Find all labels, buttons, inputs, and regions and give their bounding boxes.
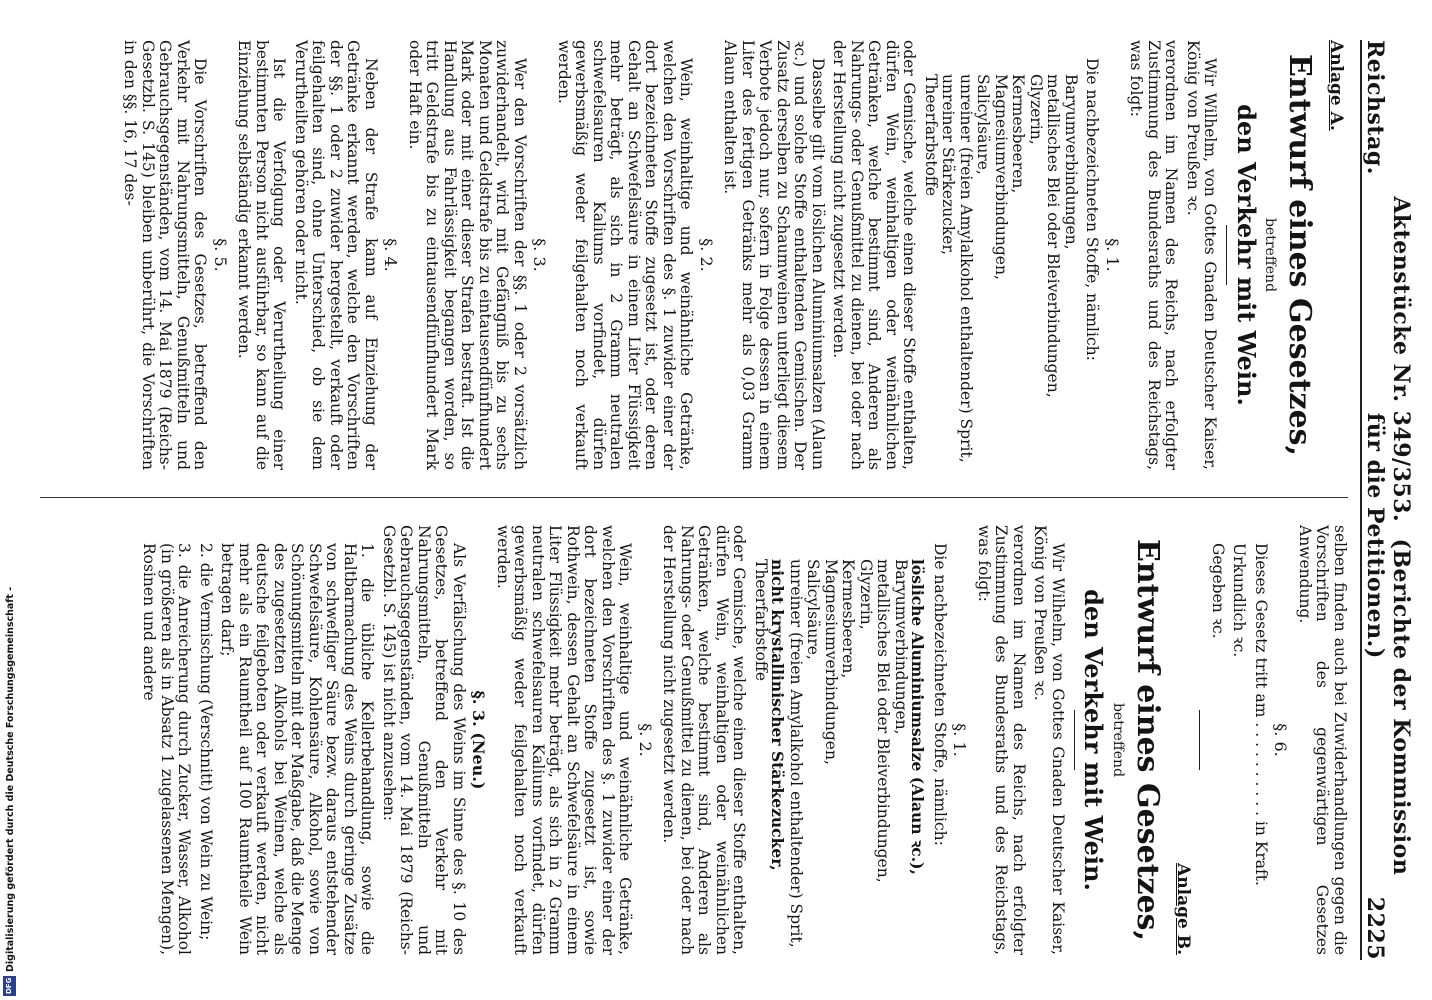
section-5-text: Die Vorschriften des Gesetzes, betreffend den Verkehr mit Nahrungsmitteln, Genußmitteln und Gebrauchsgegenständen, vom 14. Mai 1879 (Reichs-Gesetzbl. S. 145) bleiben unberührt, die Vorschriften in den §§. 16, 17 des- [121,40,210,470]
list-item: 2. die Vermischung (Verschnitt) von Wein zu Wein; [197,543,215,941]
section-4-text: Neben der Strafe kann auf Einziehung der Getränke erkannt werden, welche den Vorschriften der §§. 1 oder 2 zuwider hergestellt, verkauft oder feilgehalten sind, ohne Unterschied, ob sie dem Verurtheilten gehören oder nicht. [292,40,380,470]
section-5-label: §. 5. [211,238,230,272]
list-item: Glyzerin, [857,559,875,630]
anlage-b-label: Anlage B. [1173,863,1194,955]
section-1-label: §. 1. [950,723,970,757]
list-item: Salicylsäure, [804,559,823,660]
digitization-credit [0,0,20,1000]
list-item-new: nicht krystallinischer Stärkezucker, [768,559,788,871]
list-item: metallisches Blei oder Bleiverbindungen, [1044,74,1063,398]
divider [1074,710,1075,770]
preamble-1: Wir Wilhelm, von Gottes Gnaden Deutscher Kaiser, König von Preußen ꝛc. [1184,40,1220,470]
list-item: 3. die Anreicherung durch Zucker, Wasser, Alkohol (in größeren als in Absatz 1 zugelassenen Mengen), Rosinen und andere [140,543,194,955]
column-divider [40,497,1348,498]
list-item: Salicylsäure, [974,74,993,175]
section-2-text: Wein, weinhaltige und weinähnliche Getränke, welchen den Vorschriften des §. 1 zuwider einer der dort bezeichneten Stoffe zugesetzt ist, oder deren Gehalt an Schwefelsäure in einem Liter Flüssigkeit mehr beträgt, als sich in 2 Gramm neutralen schwefelsauren Kaliums vorfindet, dürfen gewerbsmäßig weder feilgehalten noch verkauft werden. [555,40,696,470]
running-head [1360,40,1414,960]
list-item: Theerfarbstoffe [752,559,770,682]
section-1-intro: Die nachbezeichneten Stoffe, nämlich: [931,543,949,846]
section-1-text-2: Dasselbe gilt vom löslichen Aluminiumsalzen (Alaun ꝛc.) und solche Stoffe enthaltenden Gemischen. Der Zusatz derselben zu Schaumweinen unterliegt diesem Verbote jedoch nur, sofern in Folge dessen in einem Liter des fertigen Getränks mehr als 0,03 Gramm Alaun enthalten ist. [721,40,827,470]
section-1-intro: Die nachbezeichneten Stoffe, nämlich: [1083,58,1102,361]
preamble-2: verordnen im Namen des Reichs, nach erfolgter Zustimmung des Bundesraths und des Reichstags, was folgt: [1127,40,1181,470]
list-item: metallisches Blei oder Bleiverbindungen, [874,559,893,883]
bill-title: Entwurf eines Gesetzes, [1282,53,1318,457]
divider [1200,710,1201,770]
list-item: Baryumverbindungen, [892,559,910,735]
betreffend-label: betreffend [1262,217,1279,293]
list-item: Kermesbeeren, [839,559,858,679]
preamble-2: verordnen im Namen des Reichs, nach erfolgter Zustimmung des Bundesraths und des Reichstags, was folgt: [975,525,1028,955]
preamble-1: Wir Wilhelm, von Gottes Gnaden Deutscher Kaiser, König von Preußen ꝛc. [1031,525,1067,955]
continuation-text: selben finden auch bei Zuwiderhandlungen gegen die Vorschriften des gegenwärtigen Gesetzes Anwendung. [1296,525,1349,955]
list-item-new: lösliche Aluminiumsalze (Alaun ꝛc.), [908,559,928,875]
header-center: Aktenstücke Nr. 349/353. (Berichte der Kommission für die Petitionen.) [1362,196,1414,876]
section-3-list [140,543,376,955]
section-4-text-2: Ist die Verfolgung oder Verurtheilung einer bestimmten Person nicht ausführbar, so kann auf die Einziehung selbständig erkannt werden. [235,40,289,470]
list-item: Magnesiumverbindungen, [822,559,840,765]
column-anlage-b [40,525,1348,955]
list-item: Baryumverbindungen, [1062,74,1080,250]
list-item: Magnesiumverbindungen, [992,74,1010,280]
list-item: unreiner (freien Amylalkohol enthaltender) Sprit, [787,559,805,948]
section-6-text: Dieses Gesetz tritt am . . . . . . . . . . in Kraft. [1252,543,1270,886]
list-item: Kermesbeeren, [1009,74,1028,194]
section-2-text: Wein, weinhaltige und weinähnliche Getränke, welchen den Vorschriften des §. 1 zuwider einer der dort bezeichneten Stoffe zugesetzt ist, sowie Rothwein, dessen Gehalt an Schwefelsäure in einem Liter Flüssigkeit mehr beträgt, als sich in 2 Gramm neutralen schwefelsauren Kaliums vorfindet, dürfen gewerbsmäßig weder feilgehalten noch verkauft werden. [494,525,635,955]
list-item: unreiner Stärkezucker, [939,74,958,256]
credit-text: Digitalisierung gefördert durch die Deutsche Forschungsgemeinschaft - [5,586,16,972]
bill-title: Entwurf eines Gesetzes, [1130,538,1165,942]
header-left: Reichstag. [1362,40,1388,175]
bill-subject: den Verkehr mit Wein. [1079,589,1109,891]
page-number: 2225 [1362,896,1388,960]
section-6-label: §. 6. [1271,723,1291,757]
divider [1227,225,1228,285]
section-1-list [752,559,927,955]
list-item: Glyzerin, [1027,74,1045,145]
section-3-label: §. 3. [530,238,550,272]
section-1-text: oder Gemische, welche einen dieser Stoffe enthalten, dürfen Wein, weinhaltigen oder weinähnlichen Getränken, welche bestimmt sind, Anderen als Nahrungs- oder Genußmittel zu dienen, bei oder nach der Herstellung nicht zugesetzt werden. [660,525,749,955]
anlage-a-label: Anlage A. [1326,40,1346,131]
section-3-text: Als Verfälschung des Weins im Sinne des §. 10 des Gesetzes, betreffend den Verkehr mit Nahrungsmitteln, Genußmitteln und Gebrauchsgegenständen, vom 14. Mai 1879 (Reichs-Gesetzbl. S. 145) ist nicht anzusehen: [380,525,468,955]
betreffend-label: betreffend [1110,702,1126,778]
section-1-text: oder Gemische, welche einen dieser Stoffe enthalten, dürfen Wein, weinhaltigen oder weinähnlichen Getränken, welche bestimmt sind, Anderen als Nahrungs- oder Genußmittel zu dienen, bei oder nach der Herstellung nicht zugesetzt werden. [830,40,919,470]
section-1-label: §. 1. [1103,238,1122,272]
list-item: 1. die übliche Kellerbehandlung, sowie die Haltbarmachung des Weins durch geringe Zusätze von schwefliger Säure bezw. daraus entstehender Schwefelsäure, Kohlensäure, Alkohol, sowie von Schönungsmitteln mit der Maßgabe, daß die Menge des zugesetzten Alkohols bei Weinen, welche als deutsche feilgeboten oder verkauft werden, nicht mehr als ein Raumtheil auf 100 Raumtheile Wein betragen darf; [218,543,377,955]
section-3-text: Wer den Vorschriften der §§. 1 oder 2 vorsätzlich zuwiderhandelt, wird mit Gefängniß bis zu sechs Monaten und Geldstrafe bis zu eintausendfünfhundert Mark oder mit einer dieser Strafen bestraft. Ist die Handlung aus Fahrlässigkeit begangen worden, so tritt Geldstrafe bis zu eintausendfünfhundert Mark oder Haft ein. [406,40,529,470]
column-anlage-a [40,40,1348,470]
section-3-label: §. 3. (Neu.) [469,690,489,790]
enactment-2: Gegeben ꝛc. [1209,543,1227,639]
bill-subject: den Verkehr mit Wein. [1232,104,1261,406]
section-2-label: §. 2. [697,238,716,272]
section-2-label: §. 2. [636,723,655,757]
section-1-list [922,74,1080,470]
list-item: Theerfarbstoffe [922,74,940,197]
dfg-logo: DFG [3,976,16,996]
enactment-1: Urkundlich ꝛc. [1230,543,1249,658]
list-item: unreiner (freien Amylalkohol enthaltender) Sprit, [957,74,975,463]
section-4-label: §. 4. [381,238,401,272]
